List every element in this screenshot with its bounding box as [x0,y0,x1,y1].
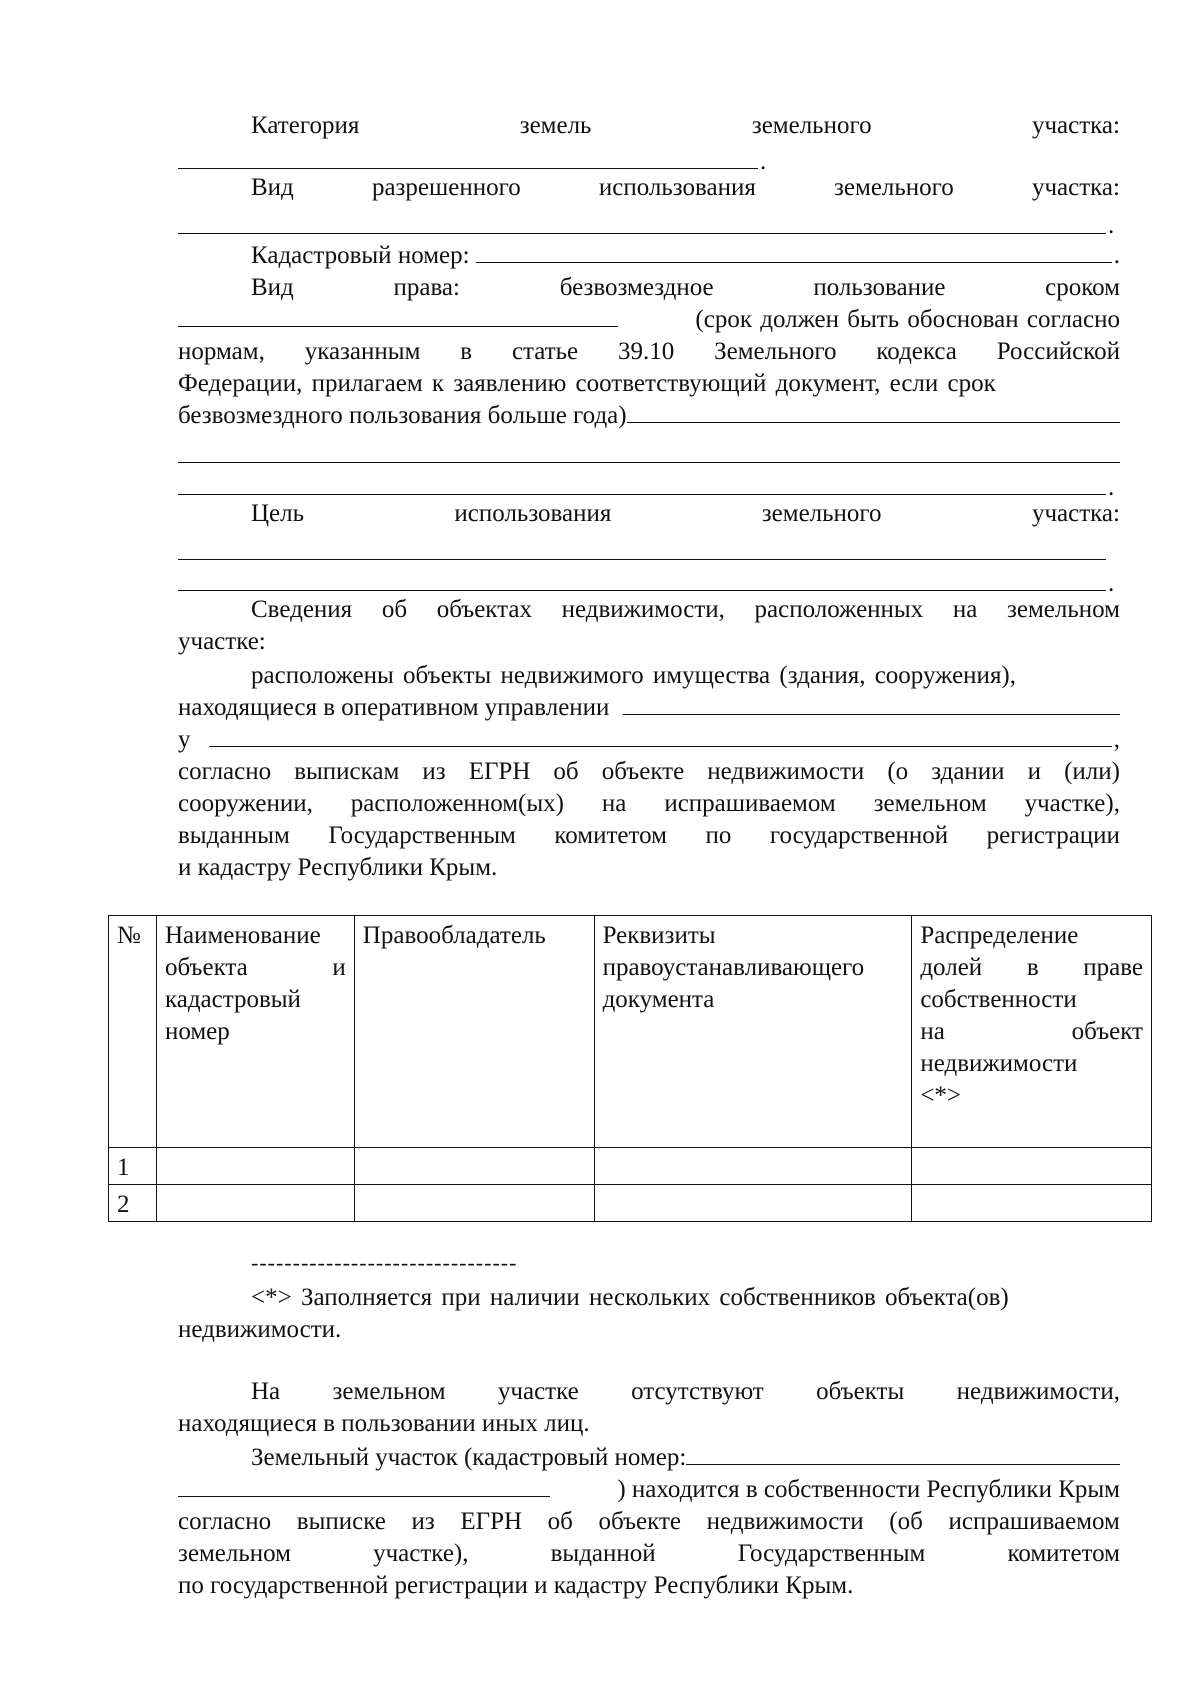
right-line-5: безвозмездного пользования больше года) [178,400,1120,432]
ownership-cadastral-blank-2[interactable] [178,1476,550,1497]
row-share-cell[interactable] [912,1185,1152,1222]
header-share: Распределение долей в праве собственности на объект недвижимости <*> [912,916,1152,1148]
right-line-1: Вид права: безвозмездное пользование сроком [251,274,1120,301]
header-name: Наименование объекта и кадастровый номер [156,916,354,1148]
row-number: 1 [109,1148,157,1185]
operational-management-blank[interactable] [623,694,1120,715]
row-name-cell[interactable] [156,1185,354,1222]
realty-line-4: находящиеся в оперативном управлении [178,692,1120,724]
cadastral-blank[interactable] [476,242,1112,263]
realty-line-8: выданным Государственным комитетом по государственной регистрации [178,822,1120,849]
row-document-cell[interactable] [594,1148,912,1185]
realty-line-3: расположены объекты недвижимого имущества (здания, сооружения), [251,662,1017,689]
holder-blank[interactable] [209,726,1112,747]
right-line-2: (срок должен быть обоснован согласно [178,304,1120,336]
footnote-separator: -------------------------------- [251,1250,518,1275]
row-owner-cell[interactable] [354,1148,594,1185]
table-header-row [109,916,1152,1148]
header-document: Реквизиты правоустанавливающего документа [594,916,912,1148]
realty-line-2: участке: [178,628,266,655]
right-blank-2[interactable] [178,462,1120,463]
realty-objects-table [108,915,1152,1222]
row-name-cell[interactable] [156,1148,354,1185]
ownership-line-2: ) находится в собственности Республики Крым [178,1474,1120,1506]
header-owner: Правообладатель [354,916,594,1148]
purpose-blank-1[interactable] [178,559,1106,560]
category-line: Категория земель земельного участка: [251,112,1120,139]
permitted-use-line: Вид разрешенного использования земельного участка: [251,174,1120,201]
realty-line-9: и кадастру Республики Крым. [178,854,498,881]
right-line-4: Федерации, прилагаем к заявлению соответствующий документ, если срок [178,370,996,397]
footnote-line-2: недвижимости. [178,1316,342,1343]
realty-line-1: Сведения об объектах недвижимости, расположенных на земельном [251,596,1120,623]
ownership-cadastral-blank[interactable] [686,1444,1120,1465]
right-blank-3[interactable] [178,494,1106,495]
row-owner-cell[interactable] [354,1185,594,1222]
footnote-line-1: <*> Заполняется при наличии нескольких собственников объекта(ов) [251,1284,1009,1311]
document-page: Категория земель земельного участка: . Вид разрешенного использования земельного участка: . Кадастровый номер: . Вид права: безвозмездное пользование сроком (срок должен быть обоснован согласно нормам, указанным в статье 39.10 Земельного кодекса Российской Федерации, прилагаем к заявлению соответствующий документ, если срок безвозмездного пользования больше года) . Цель использования земельного участка: . Сведения об объектах недвижимости, расположенных на земельном участке: расположены объекты недвижимого имущества (здания, сооружения), находящиеся в оперативном управлении у , согласно выпискам из ЕГРН об объекте недвижимости (о здании и (или) сооружении, расположенном(ых) на испрашиваемом земельном участке), выданным Государственным комитетом по государственной регистрации и кадастру Республики Крым. № Наименование объекта и кадастровый номер Правообладатель Реквизиты правоустанавливающего документа Распределение долей в праве собственности на объект недвижимости <*> 1 2 -------------------------------- <*> Заполняется при наличии нескольких собственников объекта(ов) недвижимости. На земельном участке отсутствуют объекты недвижимости, находящиеся в пользовании иных лиц. Земельный участок (кадастровый номер: ) находится в собственности Республики Крым согласно выписке из ЕГРН об объекте недвижимости (об испрашиваемом земельном участке), выданной Государственным комитетом по государственной регистрации и кадастру Республики Крым. [0,0,1200,1692]
row-number: 2 [109,1185,157,1222]
permitted-use-blank[interactable] [178,233,1106,234]
term-blank[interactable] [178,306,618,327]
ownership-line-5: по государственной регистрации и кадастру Республики Крым. [178,1572,854,1599]
table-row [109,1185,1152,1222]
ownership-line-4: земельном участке), выданной Государственным комитетом [178,1540,1120,1567]
table-row [109,1148,1152,1185]
header-no: № [109,916,157,1148]
absent-line-2: находящиеся в пользовании иных лиц. [178,1410,590,1437]
row-share-cell[interactable] [912,1148,1152,1185]
absent-line-1: На земельном участке отсутствуют объекты недвижимости, [251,1378,1120,1405]
row-document-cell[interactable] [594,1185,912,1222]
realty-line-7: сооружении, расположенном(ых) на испрашиваемом земельном участке), [178,790,1120,817]
cadastral-line: Кадастровый номер: . [251,242,1120,269]
category-blank[interactable] [178,168,758,169]
realty-line-5: у , [178,726,1120,753]
purpose-line: Цель использования земельного участка: [251,500,1120,527]
right-line-3: нормам, указанным в статье 39.10 Земельного кодекса Российской [178,338,1120,365]
ownership-line-1: Земельный участок (кадастровый номер: [251,1442,1120,1474]
ownership-line-3: согласно выписке из ЕГРН об объекте недвижимости (об испрашиваемом [178,1508,1120,1535]
realty-line-6: согласно выпискам из ЕГРН об объекте недвижимости (о здании и (или) [178,758,1120,785]
purpose-blank-2[interactable] [178,590,1106,591]
term-justification-blank[interactable] [627,402,1120,423]
